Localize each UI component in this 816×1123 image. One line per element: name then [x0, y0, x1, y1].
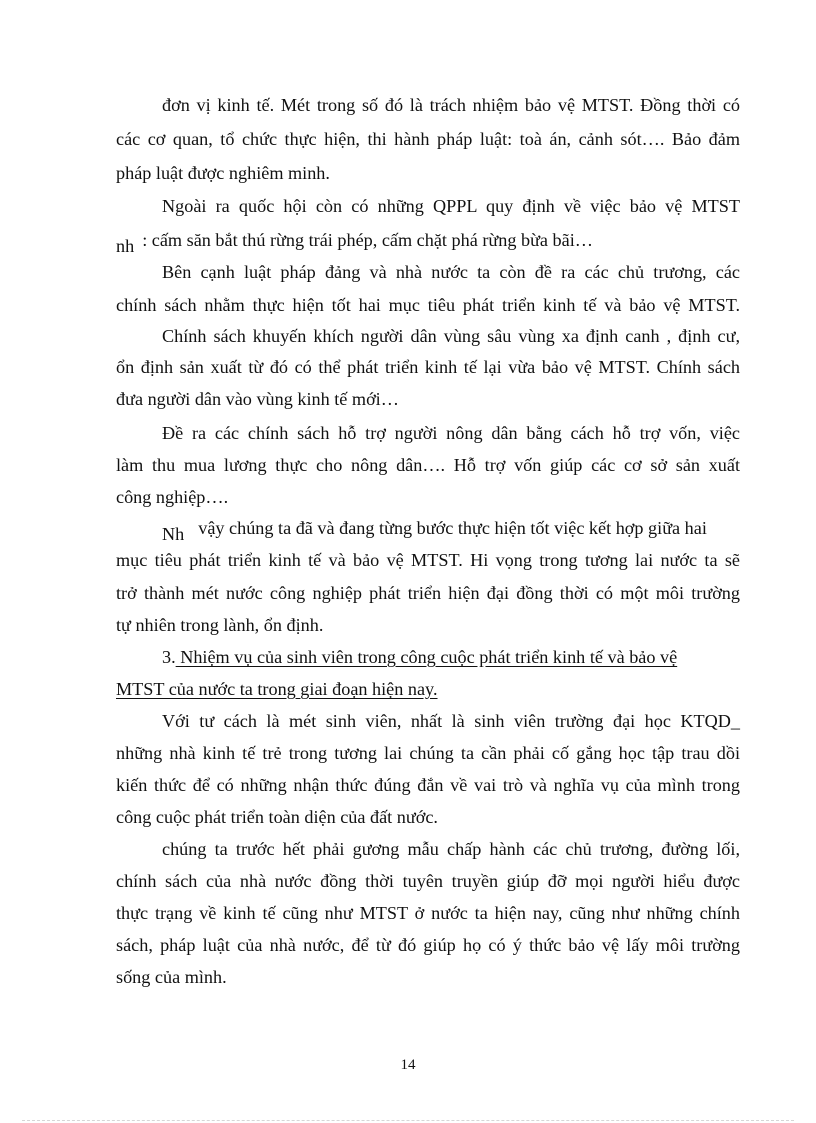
text-line: công cuộc phát triển toàn diện của đất nước. — [116, 807, 438, 827]
text-line: Bên cạnh luật pháp đảng và nhà nước ta còn đề ra các chủ trương, các — [162, 262, 740, 282]
text-line: Với tư cách là mét sinh viên, nhất là sinh viên trường đại học KTQD_ — [162, 711, 740, 731]
text-fragment: Nh — [162, 524, 185, 544]
section-title: MTST của nước ta trong giai đoạn hiện nay. — [116, 679, 438, 699]
text-line — [116, 515, 740, 544]
text-fragment: nh — [116, 236, 135, 256]
text-line: làm thu mua lương thực cho nông dân…. Hỗ trợ vốn giúp các cơ sở sản xuất — [116, 455, 740, 475]
section-heading — [162, 644, 742, 670]
section-number: 3. — [162, 647, 176, 667]
text-line: Chính sách khuyến khích người dân vùng sâu vùng xa định canh , định cư, — [162, 326, 740, 346]
section-heading-continued — [116, 676, 740, 702]
text-line: đưa người dân vào vùng kinh tế mới… — [116, 389, 399, 409]
text-line: Đề ra các chính sách hỗ trợ người nông dân bằng cách hỗ trợ vốn, việc — [162, 423, 740, 443]
text-line: kiến thức để có những nhận thức đúng đắn về vai trò và nghĩa vụ của mình trong — [116, 775, 740, 795]
text-line: trở thành mét nước công nghiệp phát triển hiện đại đồng thời có một môi trường — [116, 583, 740, 603]
text-line: chính sách của nhà nước đồng thời tuyên truyền giúp đỡ mọi người hiểu được — [116, 871, 740, 891]
section-title: Nhiệm vụ của sinh viên trong công cuộc phát triển kinh tế và bảo vệ — [175, 647, 678, 667]
text-segment: : cấm săn bắt thú rừng trái phép, cấm chặt phá rừng bừa bãi… — [142, 230, 593, 250]
text-line: những nhà kinh tế trẻ trong tương lai chúng ta cần phải cố gắng học tập trau dồi — [116, 743, 740, 763]
text-line: chính sách nhằm thực hiện tốt hai mục tiêu phát triển kinh tế và bảo vệ MTST. — [116, 295, 740, 315]
text-line: chúng ta trước hết phải gương mẫu chấp hành các chủ trương, đường lối, — [162, 839, 740, 859]
text-line: sống của mình. — [116, 967, 227, 987]
text-line: ổn định sản xuất từ đó có thể phát triển kinh tế lại vừa bảo vệ MTST. Chính sách — [116, 357, 740, 377]
text-line: thực trạng về kinh tế cũng như MTST ở nước ta hiện nay, cũng như những chính — [116, 903, 740, 923]
text-segment: vậy chúng ta đã và đang từng bước thực hiện tốt việc kết hợp giữa hai — [198, 518, 707, 538]
text-line: tự nhiên trong lành, ổn định. — [116, 615, 324, 635]
text-line: các cơ quan, tổ chức thực hiện, thi hành pháp luật: toà án, cảnh sót…. Bảo đảm — [116, 129, 740, 149]
text-line: pháp luật được nghiêm minh. — [116, 163, 330, 183]
text-line: mục tiêu phát triển kinh tế và bảo vệ MTST. Hi vọng trong tương lai nước ta sẽ — [116, 550, 740, 570]
text-line — [116, 227, 740, 256]
text-line: Ngoài ra quốc hội còn có những QPPL quy định về việc bảo vệ MTST — [162, 196, 740, 216]
text-line: công nghiệp…. — [116, 487, 229, 507]
text-line: đơn vị kinh tế. Mét trong số đó là trách nhiệm bảo vệ MTST. Đồng thời có — [162, 95, 740, 115]
page-number: 14 — [400, 1057, 416, 1073]
page-bottom-divider — [22, 1120, 794, 1121]
text-line: sách, pháp luật của nhà nước, để từ đó giúp họ có ý thức bảo vệ lấy môi trường — [116, 935, 740, 955]
